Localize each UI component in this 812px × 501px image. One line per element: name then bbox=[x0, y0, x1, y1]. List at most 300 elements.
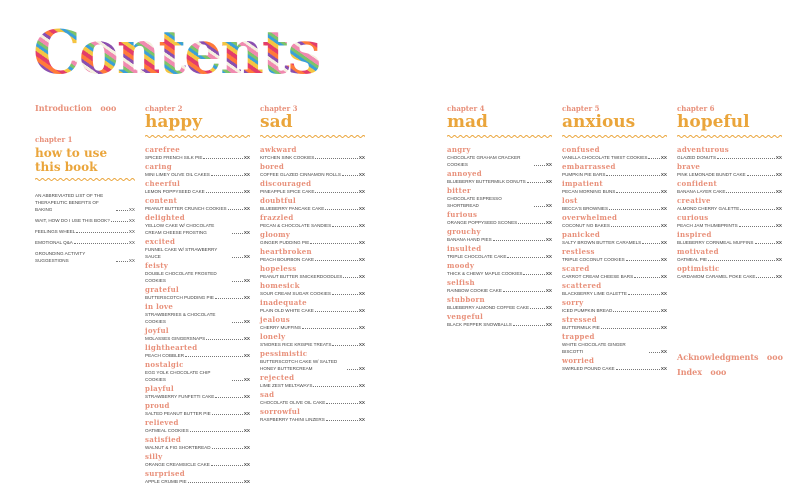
toc-item[interactable] bbox=[35, 250, 135, 264]
dot-leader bbox=[332, 345, 357, 346]
recipe-title: SALTY BROWN BUTTER CARAMELS bbox=[562, 240, 642, 245]
page-number: XX bbox=[358, 400, 365, 405]
page-number: XX bbox=[775, 223, 782, 228]
feeling-label: annoyed bbox=[447, 169, 482, 178]
dot-leader bbox=[493, 240, 545, 241]
dot-leader bbox=[310, 243, 358, 244]
dot-leader bbox=[347, 369, 358, 370]
dot-leader bbox=[642, 243, 660, 244]
chapter-heading[interactable]: how to use this book bbox=[35, 146, 108, 174]
dot-leader bbox=[648, 158, 659, 159]
recipe-title: PEACH BOURBON CAKE bbox=[260, 257, 315, 262]
dot-leader bbox=[76, 232, 128, 233]
recipe-title: ICED PUMPKIN BREAD bbox=[562, 308, 613, 313]
recipe-title: OATMEAL COOKIES bbox=[145, 428, 189, 433]
dot-leader bbox=[211, 175, 243, 176]
toc-item[interactable] bbox=[35, 239, 135, 246]
feeling-label: heartbroken bbox=[260, 247, 312, 256]
chapter-label: chapter 5 bbox=[562, 104, 600, 113]
introduction-link[interactable]: Introduction ooo bbox=[35, 103, 117, 113]
acknowledgments-link[interactable]: Acknowledgments ooo bbox=[677, 352, 783, 362]
toc-entry[interactable] bbox=[145, 469, 250, 485]
feeling-label: confident bbox=[677, 179, 718, 188]
dot-leader bbox=[232, 380, 243, 381]
toc-entry[interactable] bbox=[562, 247, 667, 263]
recipe-title: BLACKBERRY LIME GALETTE bbox=[562, 291, 627, 296]
toc-entry[interactable] bbox=[447, 261, 552, 277]
page-number: XX bbox=[545, 288, 552, 293]
recipe-title: WHITE CHOCOLATE GINGER BISCOTTI bbox=[562, 342, 626, 354]
toc-entry[interactable] bbox=[260, 373, 365, 389]
toc-entry[interactable] bbox=[145, 196, 250, 212]
chapter-label: chapter 4 bbox=[447, 104, 485, 113]
toc-entry[interactable] bbox=[260, 179, 365, 195]
recipe-title: BUTTERSCOTCH CAKE W/ SALTED HONEY BUTTERCREAM bbox=[260, 359, 338, 371]
page-number: XX bbox=[243, 479, 250, 484]
toc-entry[interactable] bbox=[260, 298, 365, 314]
toc-entry[interactable] bbox=[260, 281, 365, 297]
feeling-label: gloomy bbox=[260, 230, 291, 239]
toc-item[interactable] bbox=[35, 217, 135, 224]
page-number: XX bbox=[775, 189, 782, 194]
chapter-heading[interactable]: mad bbox=[447, 112, 488, 132]
toc-entry[interactable] bbox=[260, 264, 365, 280]
wavy-divider bbox=[260, 134, 365, 139]
dot-leader bbox=[302, 328, 358, 329]
recipe-title: CHERRY MUFFINS bbox=[260, 325, 301, 330]
dot-leader bbox=[530, 308, 545, 309]
page-number: XX bbox=[243, 172, 250, 177]
dot-leader bbox=[611, 226, 660, 227]
page-number: XX bbox=[545, 162, 552, 167]
recipe-title: RAINBOW COOKIE CAKE bbox=[447, 288, 502, 293]
page-number: XX bbox=[660, 257, 667, 262]
page-number: XX bbox=[545, 179, 552, 184]
page-number: XX bbox=[775, 206, 782, 211]
feeling-label: homesick bbox=[260, 281, 300, 290]
recipe-title: PEACH COBBLER bbox=[145, 353, 185, 358]
recipe-title: PEANUT BUTTER CRUNCH COOKIES bbox=[145, 206, 227, 211]
toc-entry[interactable] bbox=[260, 332, 365, 348]
toc-entry[interactable] bbox=[145, 285, 250, 301]
dot-leader bbox=[203, 158, 242, 159]
page-number: XX bbox=[243, 445, 250, 450]
feeling-label: scattered bbox=[562, 281, 602, 290]
toc-entry[interactable] bbox=[145, 435, 250, 451]
toc-entry[interactable] bbox=[447, 244, 552, 260]
toc-entry[interactable] bbox=[562, 213, 667, 229]
recipe-title: BLACK PEPPER SNOWBALLS bbox=[447, 322, 512, 327]
toc-entry[interactable] bbox=[677, 247, 782, 263]
page-number: XX bbox=[358, 206, 365, 211]
front-matter-column bbox=[35, 103, 135, 268]
feeling-label: furious bbox=[447, 210, 478, 219]
feeling-label: cheerful bbox=[145, 179, 181, 188]
chapter-heading[interactable]: sad bbox=[260, 112, 293, 132]
dot-leader bbox=[315, 260, 358, 261]
wavy-divider bbox=[35, 177, 135, 182]
feeling-label: stressed bbox=[562, 315, 597, 324]
recipe-title: PINK LEMONADE BUNDT CAKE bbox=[677, 172, 746, 177]
page-number: XX bbox=[660, 274, 667, 279]
toc-entry[interactable] bbox=[562, 162, 667, 178]
toc-entry[interactable] bbox=[145, 237, 250, 260]
feeling-label: creative bbox=[677, 196, 711, 205]
recipe-title: BLUEBERRY CORNMEAL MUFFINS bbox=[677, 240, 754, 245]
recipe-title: S'MORES RICE KRISPIE TREATS bbox=[260, 342, 332, 347]
recipe-title: CARDAMOM CARAMEL POKE CAKE bbox=[677, 274, 756, 279]
dot-leader bbox=[343, 277, 357, 278]
page-number: XX bbox=[775, 240, 782, 245]
page-number: XX bbox=[358, 223, 365, 228]
dot-leader bbox=[513, 325, 545, 326]
dot-leader bbox=[326, 403, 358, 404]
toc-item-title: WAIT, HOW DO I USE THIS BOOK? bbox=[35, 218, 110, 223]
dot-leader bbox=[313, 386, 357, 387]
recipe-title: ORANGE CREAMSICLE CAKE bbox=[145, 462, 210, 467]
recipe-title: COCONUT NO BAKES bbox=[562, 223, 610, 228]
recipe-title: BECCA'S BROWNIES bbox=[562, 206, 609, 211]
page-number: XX bbox=[775, 155, 782, 160]
page-number: XX bbox=[243, 206, 250, 211]
feeling-label: sad bbox=[260, 390, 275, 399]
toc-entry[interactable] bbox=[447, 186, 552, 209]
toc-entry[interactable] bbox=[145, 418, 250, 434]
chapter-heading[interactable]: hopeful bbox=[677, 112, 750, 132]
recipe-title: MINI LIMEY OLIVE OIL CAKES bbox=[145, 172, 210, 177]
toc-entry[interactable] bbox=[145, 302, 250, 325]
recipe-title: PLAIN OLD WHITE CAKE bbox=[260, 308, 314, 313]
dot-leader bbox=[717, 158, 775, 159]
toc-entry[interactable] bbox=[260, 390, 365, 406]
feeling-label: doubtful bbox=[260, 196, 296, 205]
feeling-label: excited bbox=[145, 237, 176, 246]
feeling-label: angry bbox=[447, 145, 471, 154]
feeling-label: lost bbox=[562, 196, 578, 205]
page-number: XX bbox=[243, 319, 250, 324]
recipe-title: STRAWBERRIES & CHOCOLATE COOKIES bbox=[145, 312, 216, 324]
dot-leader bbox=[185, 356, 243, 357]
dot-leader bbox=[215, 397, 243, 398]
toc-entry[interactable] bbox=[562, 332, 667, 355]
toc-entry[interactable] bbox=[260, 162, 365, 178]
page-number: XX bbox=[545, 322, 552, 327]
recipe-title: PUMPKIN PIE BARS bbox=[562, 172, 606, 177]
dot-leader bbox=[232, 281, 243, 282]
dot-leader bbox=[228, 209, 243, 210]
dot-leader bbox=[206, 339, 243, 340]
page-number: XX bbox=[545, 254, 552, 259]
feeling-label: embarrassed bbox=[562, 162, 616, 171]
toc-entry[interactable] bbox=[260, 349, 365, 372]
feeling-label: discouraged bbox=[260, 179, 312, 188]
recipe-title: SPICED FRENCH SILK PIE bbox=[145, 155, 203, 160]
page-number: XX bbox=[660, 155, 667, 160]
toc-entry[interactable] bbox=[260, 145, 365, 161]
recipe-title: LEMON POPPYSEED CAKE bbox=[145, 189, 205, 194]
page-number: XX bbox=[660, 206, 667, 211]
dot-leader bbox=[212, 448, 243, 449]
toc-entry[interactable] bbox=[447, 210, 552, 226]
toc-entry[interactable] bbox=[562, 179, 667, 195]
toc-entry[interactable] bbox=[260, 315, 365, 331]
toc-entry[interactable] bbox=[562, 315, 667, 331]
toc-entry[interactable] bbox=[677, 230, 782, 246]
recipe-title: PINEAPPLE SPICE CAKE bbox=[260, 189, 315, 194]
dot-leader bbox=[211, 465, 243, 466]
toc-entry[interactable] bbox=[562, 281, 667, 297]
dot-leader bbox=[232, 257, 243, 258]
page-number: XX bbox=[660, 240, 667, 245]
feeling-label: trapped bbox=[562, 332, 595, 341]
page-number: XX bbox=[243, 411, 250, 416]
dot-leader bbox=[342, 175, 358, 176]
feeling-label: panicked bbox=[562, 230, 601, 239]
toc-entry[interactable] bbox=[562, 264, 667, 280]
page-number: XX bbox=[128, 240, 135, 245]
recipe-title: YELLOW CAKE W/ CHOCOLATE CREAM CHEESE FROSTING bbox=[145, 223, 215, 235]
dot-leader bbox=[111, 221, 128, 222]
page-number: XX bbox=[243, 295, 250, 300]
toc-item[interactable] bbox=[35, 228, 135, 235]
toc-entry[interactable] bbox=[677, 196, 782, 212]
toc-entry[interactable] bbox=[447, 295, 552, 311]
page-number: XX bbox=[243, 230, 250, 235]
page-number: XX bbox=[243, 254, 250, 259]
toc-entry[interactable] bbox=[260, 213, 365, 229]
recipe-title: RASPBERRY TAHINI LINZERS bbox=[260, 417, 325, 422]
toc-entry[interactable] bbox=[677, 264, 782, 280]
dot-leader bbox=[190, 431, 243, 432]
toc-item[interactable] bbox=[35, 192, 135, 213]
dot-leader bbox=[613, 311, 660, 312]
chapter-column-anxious bbox=[562, 103, 667, 373]
feeling-label: proud bbox=[145, 401, 170, 410]
recipe-title: CHOCOLATE GRAHAM CRACKER COOKIES bbox=[447, 155, 521, 167]
page-number: XX bbox=[358, 257, 365, 262]
toc-entry[interactable] bbox=[145, 360, 250, 383]
recipe-title: GLAZED DONUTS bbox=[677, 155, 717, 160]
recipe-title: GINGER PUDDING PIE bbox=[260, 240, 310, 245]
recipe-title: ALMOND CHERRY GALETTE bbox=[677, 206, 740, 211]
feeling-label: lonely bbox=[260, 332, 286, 341]
page-number: XX bbox=[243, 353, 250, 358]
feeling-label: restless bbox=[562, 247, 595, 256]
chapter-heading[interactable]: happy bbox=[145, 112, 203, 132]
feeling-label: bitter bbox=[447, 186, 471, 195]
toc-entry[interactable] bbox=[145, 162, 250, 178]
dot-leader bbox=[534, 165, 545, 166]
feeling-label: awkward bbox=[260, 145, 297, 154]
dot-leader bbox=[332, 294, 358, 295]
toc-entry[interactable] bbox=[145, 343, 250, 359]
feeling-label: motivated bbox=[677, 247, 719, 256]
toc-entry[interactable] bbox=[447, 145, 552, 168]
recipe-title: SOUR CREAM SUGAR COOKIES bbox=[260, 291, 331, 296]
toc-entry[interactable] bbox=[677, 145, 782, 161]
page-number: XX bbox=[358, 366, 365, 371]
toc-entry[interactable] bbox=[260, 407, 365, 423]
feeling-label: vengeful bbox=[447, 312, 484, 321]
chapter-column-hopeful bbox=[677, 103, 782, 281]
dot-leader bbox=[206, 192, 243, 193]
dot-leader bbox=[116, 210, 128, 211]
dot-leader bbox=[609, 209, 660, 210]
page-number: XX bbox=[660, 223, 667, 228]
toc-entry[interactable] bbox=[677, 213, 782, 229]
toc-entry[interactable] bbox=[562, 230, 667, 246]
recipe-title: EGG YOLK CHOCOLATE CHIP COOKIES bbox=[145, 370, 211, 382]
toc-entry[interactable] bbox=[145, 452, 250, 468]
dot-leader bbox=[616, 369, 660, 370]
page-number: XX bbox=[128, 218, 135, 223]
wavy-divider bbox=[447, 134, 552, 139]
page-number: XX bbox=[358, 172, 365, 177]
feeling-label: content bbox=[145, 196, 178, 205]
feeling-label: brave bbox=[677, 162, 701, 171]
page-number: XX bbox=[660, 189, 667, 194]
feeling-label: in love bbox=[145, 302, 174, 311]
feeling-label: confused bbox=[562, 145, 600, 154]
dot-leader bbox=[755, 243, 775, 244]
chapter-column-mad bbox=[447, 103, 552, 329]
page-number: XX bbox=[243, 462, 250, 467]
recipe-title: ORANGE POPPYSEED SCONES bbox=[447, 220, 518, 225]
page-number: XX bbox=[128, 207, 135, 212]
feeling-label: joyful bbox=[145, 326, 169, 335]
recipe-title: CHOCOLATE ESPRESSO SHORTBREAD bbox=[447, 196, 502, 208]
page-number: XX bbox=[775, 172, 782, 177]
feeling-label: selfish bbox=[447, 278, 475, 287]
recipe-title: COFFEE GLAZED CINNAMON ROLLS bbox=[260, 172, 341, 177]
recipe-title: THICK & CHEWY MAPLE COOKIES bbox=[447, 271, 523, 276]
recipe-title: SWIRLED POUND CAKE bbox=[562, 366, 615, 371]
page-number: XX bbox=[358, 383, 365, 388]
dot-leader bbox=[315, 192, 357, 193]
recipe-title: FUNNEL CAKE W/ STRAWBERRY SAUCE bbox=[145, 247, 218, 259]
recipe-title: CARROT CREAM CHEESE BARS bbox=[562, 274, 634, 279]
wavy-divider bbox=[145, 134, 250, 139]
page-number: XX bbox=[243, 155, 250, 160]
page-number: XX bbox=[545, 237, 552, 242]
toc-entry[interactable] bbox=[447, 227, 552, 243]
feeling-label: frazzled bbox=[260, 213, 294, 222]
dot-leader bbox=[503, 291, 545, 292]
toc-entry[interactable] bbox=[562, 145, 667, 161]
page-number: XX bbox=[358, 155, 365, 160]
dot-leader bbox=[606, 175, 659, 176]
page-number: XX bbox=[358, 274, 365, 279]
feeling-label: playful bbox=[145, 384, 175, 393]
page-number: XX bbox=[358, 291, 365, 296]
recipe-title: PEANUT BUTTER SNICKERDOODLES bbox=[260, 274, 343, 279]
chapter-label: chapter 1 bbox=[35, 135, 73, 144]
toc-entry[interactable] bbox=[145, 384, 250, 400]
feeling-label: adventurous bbox=[677, 145, 730, 154]
toc-entry[interactable] bbox=[562, 196, 667, 212]
toc-entry[interactable] bbox=[677, 162, 782, 178]
dot-leader bbox=[116, 261, 128, 262]
feeling-label: overwhelmed bbox=[562, 213, 618, 222]
page-number: XX bbox=[358, 417, 365, 422]
page-number: XX bbox=[243, 377, 250, 382]
toc-entry[interactable] bbox=[145, 179, 250, 195]
dot-leader bbox=[325, 209, 358, 210]
toc-entry[interactable] bbox=[260, 196, 365, 212]
feeling-label: inspired bbox=[677, 230, 712, 239]
dot-leader bbox=[628, 294, 660, 295]
page-number: XX bbox=[545, 271, 552, 276]
feeling-label: grateful bbox=[145, 285, 179, 294]
toc-item-title: GROUNDING ACTIVITY SUGGESTIONS bbox=[35, 251, 86, 263]
page-number: XX bbox=[243, 278, 250, 283]
toc-item-title: AN ABBREVIATED LIST OF THE THERAPEUTIC BENEFITS OF BAKING bbox=[35, 193, 104, 212]
dot-leader bbox=[212, 414, 243, 415]
recipe-title: PEACH JAM THUMBPRINTS bbox=[677, 223, 738, 228]
dot-leader bbox=[215, 298, 243, 299]
dot-leader bbox=[518, 223, 545, 224]
feeling-label: worried bbox=[562, 356, 595, 365]
toc-entry[interactable] bbox=[145, 145, 250, 161]
page-number: XX bbox=[660, 291, 667, 296]
recipe-title: TRIPLE COCONUT COOKIES bbox=[562, 257, 625, 262]
index-link[interactable]: Index ooo bbox=[677, 367, 727, 377]
recipe-title: STRAWBERRY FUNFETTI CAKE bbox=[145, 394, 215, 399]
page-number: XX bbox=[128, 229, 135, 234]
recipe-title: BLUEBERRY ALMOND COFFEE CAKE bbox=[447, 305, 530, 310]
dot-leader bbox=[507, 257, 544, 258]
toc-entry[interactable] bbox=[562, 298, 667, 314]
toc-entry[interactable] bbox=[677, 179, 782, 195]
dot-leader bbox=[232, 233, 243, 234]
toc-entry[interactable] bbox=[145, 326, 250, 342]
feeling-label: moody bbox=[447, 261, 475, 270]
page-number: XX bbox=[128, 258, 135, 263]
dot-leader bbox=[747, 175, 775, 176]
toc-entry[interactable] bbox=[145, 401, 250, 417]
toc-item-title: EMOTIONAL Q&A bbox=[35, 240, 73, 245]
chapter-heading[interactable]: anxious bbox=[562, 112, 636, 132]
recipe-title: APPLE CRUMB PIE bbox=[145, 479, 187, 484]
toc-entry[interactable] bbox=[447, 169, 552, 185]
toc-entry[interactable] bbox=[145, 261, 250, 284]
page-number: XX bbox=[660, 349, 667, 354]
feeling-label: inadequate bbox=[260, 298, 307, 307]
toc-entry[interactable] bbox=[145, 213, 250, 236]
toc-entry[interactable] bbox=[562, 356, 667, 372]
toc-entry[interactable] bbox=[260, 230, 365, 246]
feeling-label: scared bbox=[562, 264, 590, 273]
dot-leader bbox=[726, 192, 774, 193]
recipe-title: KITCHEN SINK COOKIES bbox=[260, 155, 315, 160]
dot-leader bbox=[315, 158, 357, 159]
recipe-title: LIME ZEST MELTAWAYS bbox=[260, 383, 313, 388]
feeling-label: stubborn bbox=[447, 295, 485, 304]
dot-leader bbox=[534, 206, 545, 207]
toc-entry[interactable] bbox=[447, 278, 552, 294]
page-number: XX bbox=[545, 220, 552, 225]
toc-entry[interactable] bbox=[260, 247, 365, 263]
page-number: XX bbox=[243, 394, 250, 399]
feeling-label: nostalgic bbox=[145, 360, 184, 369]
feeling-label: rejected bbox=[260, 373, 295, 382]
page-number: XX bbox=[660, 308, 667, 313]
feeling-label: hopeless bbox=[260, 264, 297, 273]
feeling-label: sorry bbox=[562, 298, 584, 307]
recipe-title: PECAN & CHOCOLATE SANDIES bbox=[260, 223, 332, 228]
toc-entry[interactable] bbox=[447, 312, 552, 328]
chapter-label: chapter 3 bbox=[260, 104, 298, 113]
